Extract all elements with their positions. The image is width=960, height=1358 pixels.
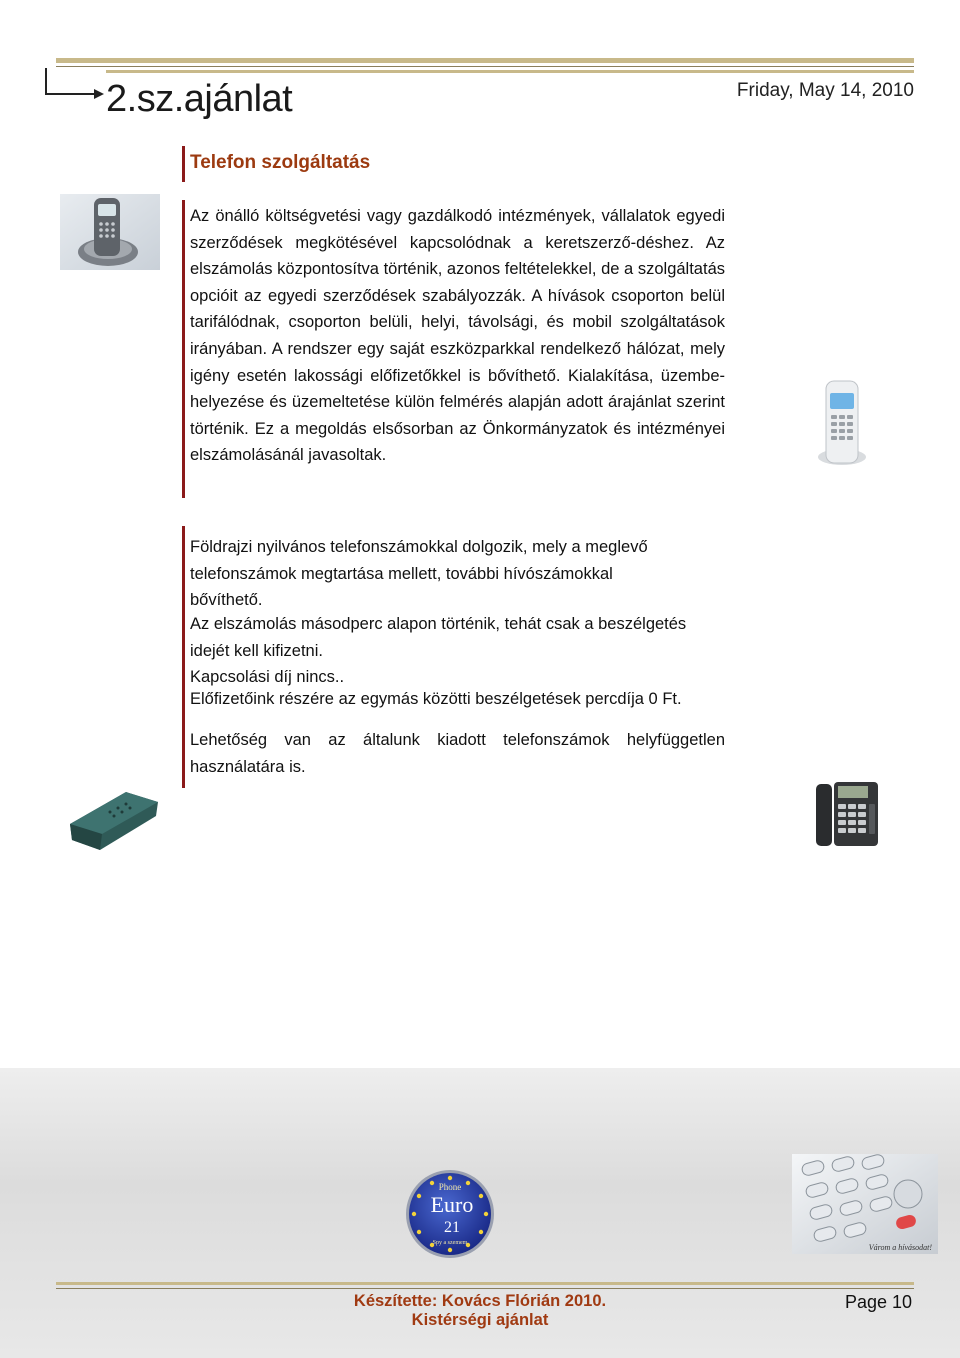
footer-author: Készítette: Kovács Flórián 2010. xyxy=(353,1292,607,1310)
footer-rule-bottom xyxy=(56,1288,914,1289)
paragraph-1: Az önálló költségvetési vagy gazdálkodó intézmények, vállalatok egyedi szerződések megkötésével kapcsolódnak a keretszerző-déshez. Az elszámolás központosítva történik, azonos feltételekkel, de a szolgáltatás opcióit az egyedi szerződések szabályozzák. A hívások csoporton belül tarifálódnak, csoporton belüli, helyi, távolsági, és mobil szolgáltatások irányában. A rendszer egy saját eszközparkkal rendelkező hálózat, mely igény esetén lakossági előfizetőkkel is bővíthető. Kialakítása, üzembe-helyezése és üzemeltetése külön felmérés alapján adott árajánlat szerint történik. Ez a megoldás elsősorban az Önkormányzatok és intézményei elszámolásánál javasoltak. xyxy=(190,207,725,465)
paragraph-2-line: Kapcsolási díj nincs.. xyxy=(190,668,345,686)
desk-phone-icon xyxy=(812,778,880,848)
keypad-photo xyxy=(792,1154,938,1254)
paragraph-2-line: Előfizetőink részére az egymás közötti beszélgetések percdíja 0 Ft. xyxy=(190,690,682,708)
heading-bar xyxy=(182,146,185,182)
logo-ring-text: Spy a szemem xyxy=(432,1240,468,1246)
paragraph-3: Lehetőség van az általunk kiadott telefonszámok helyfüggetlen használatára is. xyxy=(190,731,725,776)
section-heading: Telefon szolgáltatás xyxy=(190,152,371,173)
paragraph-2-line: Földrajzi nyilvános telefonszámokkal dolgozik, mely a meglevő xyxy=(190,538,648,556)
footer-rule-top xyxy=(56,1282,914,1285)
logo-number: 21 xyxy=(444,1219,460,1236)
logo-main-text: Euro xyxy=(430,1192,474,1217)
arrow-icon xyxy=(44,66,106,100)
footer-subtitle: Kistérségi ajánlat xyxy=(411,1311,549,1329)
paragraph-2-line: Az elszámolás másodperc alapon történik, tehát csak a beszélgetés xyxy=(190,615,687,633)
page-title: 2.sz.ajánlat xyxy=(106,78,293,120)
euro21-logo xyxy=(404,1166,496,1262)
header-rule-top xyxy=(56,58,914,63)
voip-adapter-icon xyxy=(66,784,162,856)
paragraph2-bar xyxy=(182,526,185,788)
paragraph-2-line: bővíthető. xyxy=(190,591,263,609)
paragraph-2 xyxy=(190,534,730,713)
header-rule-mid xyxy=(56,66,914,67)
logo-top-text: Phone xyxy=(438,1182,462,1192)
paragraph-2-line: idejét kell kifizetni. xyxy=(190,641,323,660)
header-date: Friday, May 14, 2010 xyxy=(736,80,914,101)
paragraph1-bar xyxy=(182,200,185,498)
keypad-caption: Várom a hívásodat! xyxy=(868,1243,932,1252)
white-phone-icon xyxy=(814,377,870,469)
page-number: Page 10 xyxy=(844,1292,912,1312)
paragraph-2-line: telefonszámok megtartása mellett, további hívószámokkal xyxy=(190,564,613,583)
header-rule-low xyxy=(106,70,914,73)
cordless-phone-icon xyxy=(60,194,160,270)
